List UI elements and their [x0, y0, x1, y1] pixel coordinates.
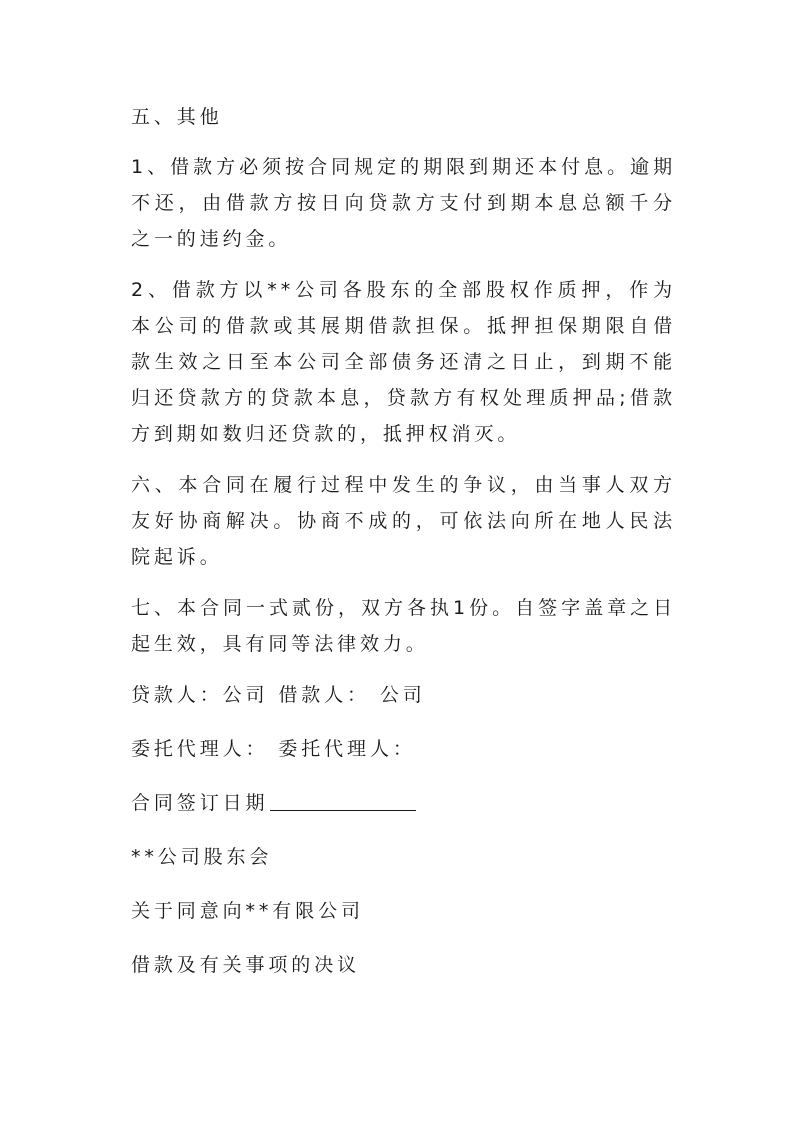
shareholders-meeting: **公司股东会 [131, 846, 273, 868]
signing-date-line [131, 785, 676, 821]
clause-2: 2、借款方以**公司各股东的全部股权作质押，作为本公司的借款或其展期借款担保。抵押担保期限自借款生效之日至本公司全部债务还清之日止，到期不能归还贷款方的贷款本息，贷款方有权处理质押品;借款方到期如数归还贷款的，抵押权消灭。 [131, 279, 676, 445]
parties-line: 贷款人：公司 借款人： 公司 [131, 684, 426, 706]
section-five-title: 五、其他 [131, 106, 223, 128]
resolution-title-line-2: 借款及有关事项的决议 [131, 954, 361, 976]
document-body [131, 99, 676, 1001]
section-six: 六、本合同在履行过程中发生的争议，由当事人双方友好协商解决。协商不成的，可依法向所在地人民法院起诉。 [131, 474, 676, 568]
signing-date-label: 合同签订日期 [131, 792, 269, 814]
clause-1: 1、借款方必须按合同规定的期限到期还本付息。逾期不还，由借款方按日向贷款方支付到期本息总额千分之一的违约金。 [131, 156, 676, 250]
section-seven: 七、本合同一式贰份，双方各执1份。自签字盖章之日起生效，具有同等法律效力。 [131, 597, 676, 655]
resolution-title-line-1: 关于同意向**有限公司 [131, 900, 364, 922]
agents-line: 委托代理人： 委托代理人： [131, 738, 416, 760]
signing-date-blank [270, 788, 416, 811]
